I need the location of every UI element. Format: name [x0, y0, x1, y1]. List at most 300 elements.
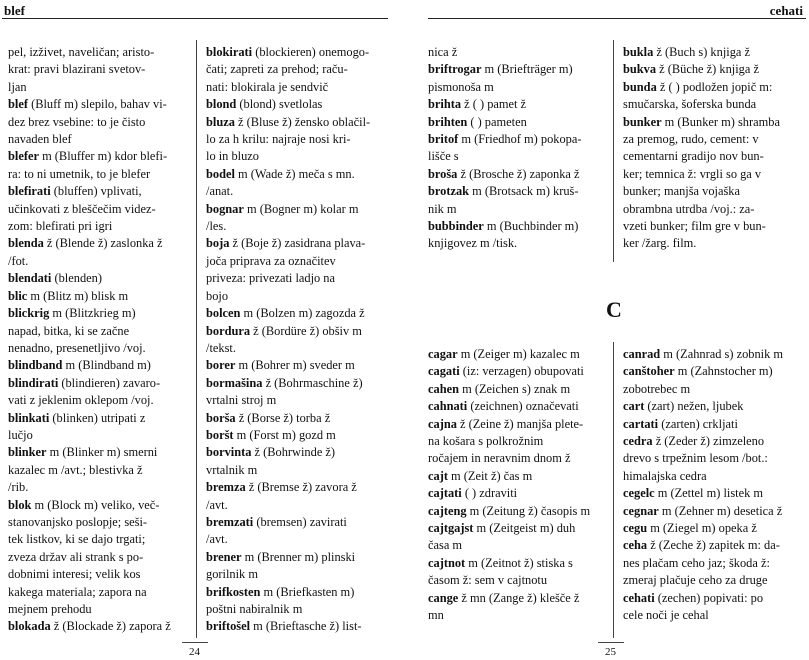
- column-divider-right-top: [613, 40, 614, 262]
- headword: blef: [8, 97, 28, 112]
- dictionary-entry: [428, 520, 610, 537]
- entry-continuation-line: [623, 572, 807, 589]
- entry-continuation-line: [623, 166, 807, 183]
- headword: brihten: [428, 114, 468, 129]
- definition-text: (zarten) crkljati: [658, 416, 738, 431]
- definition-text: ker /žarg. film.: [623, 236, 697, 251]
- dictionary-entry: [206, 114, 390, 131]
- entry-continuation-line: [8, 79, 192, 96]
- definition-text: pel, izživet, naveličan; aristo-: [8, 45, 155, 59]
- entry-continuation-line: [8, 566, 192, 583]
- definition-text: ( ) pameten: [467, 114, 527, 129]
- definition-text: m (Friedhof m) pokopa-: [458, 132, 582, 147]
- entry-continuation-line: [8, 601, 192, 618]
- entry-continuation-line: [206, 566, 390, 583]
- dictionary-entry: [623, 485, 807, 502]
- dictionary-entry: [206, 375, 390, 392]
- dictionary-entry: [206, 96, 390, 113]
- definition-text: lišče s: [428, 149, 459, 164]
- entry-continuation-line: [8, 44, 192, 61]
- definition-text: (blinken) utripati z: [49, 410, 146, 425]
- headword: cange: [428, 590, 459, 605]
- definition-text: m (Zeit ž) čas m: [447, 468, 533, 483]
- definition-text: ljan: [8, 79, 27, 94]
- entry-continuation-line: [8, 462, 192, 479]
- headword: cajtgajst: [428, 521, 474, 536]
- headword: blenda: [8, 236, 44, 251]
- headword: cart: [623, 399, 645, 414]
- dictionary-entry: [623, 398, 807, 415]
- definition-text: (Bluff m) slepilo, bahav vi-: [27, 97, 167, 112]
- dictionary-column-5: [428, 346, 610, 625]
- dictionary-entry: [428, 416, 610, 433]
- definition-text: nenadno, presenetljivo /voj.: [8, 340, 146, 355]
- headword: bukla: [623, 45, 654, 59]
- definition-text: ž (Büche ž) knjiga ž: [656, 62, 759, 77]
- headword: cedra: [623, 434, 653, 449]
- definition-text: mn: [428, 608, 444, 623]
- entry-continuation-line: [623, 555, 807, 572]
- dictionary-entry: [206, 44, 390, 61]
- dictionary-entry: [8, 148, 192, 165]
- definition-text: bunker; manjša vojaška: [623, 184, 740, 199]
- definition-text: (blindieren) zavaro-: [58, 375, 161, 390]
- header-rule-left: [2, 18, 388, 19]
- header-rule-right: [428, 18, 806, 19]
- definition-text: ž (Zeine ž) manjša plete-: [456, 416, 584, 431]
- headword: bukva: [623, 62, 657, 77]
- dictionary-entry: [623, 61, 807, 78]
- definition-text: m (Block m) veliko, več-: [31, 497, 160, 512]
- dictionary-entry: [428, 61, 610, 78]
- definition-text: (bluffen) vplivati,: [50, 184, 142, 199]
- dictionary-entry: [623, 537, 807, 554]
- definition-text: /tekst.: [206, 340, 236, 355]
- dictionary-entry: [206, 410, 390, 427]
- headword: blokada: [8, 619, 51, 634]
- dictionary-entry: [428, 183, 610, 200]
- definition-text: dez brez vsebine: to je čisto: [8, 114, 146, 129]
- headword: canrad: [623, 347, 661, 361]
- headword: britof: [428, 132, 459, 147]
- definition-text: ra: to ni umetnik, to je blefer: [8, 166, 151, 181]
- headword: cahen: [428, 381, 459, 396]
- definition-text: stanovanjsko poslopje; seši-: [8, 514, 148, 529]
- entry-continuation-line: [623, 183, 807, 200]
- headword: blindband: [8, 358, 63, 373]
- definition-text: m (Bolzen m) zagozda ž: [240, 306, 365, 321]
- definition-text: ž (Bremse ž) zavora ž: [245, 480, 357, 495]
- dictionary-column-6: [623, 346, 807, 625]
- entry-continuation-line: [8, 427, 192, 444]
- definition-text: na košara s polkrožnim: [428, 434, 544, 449]
- entry-continuation-line: [8, 61, 192, 78]
- definition-text: za premog, rudo, cement: v: [623, 132, 759, 147]
- dictionary-entry: [428, 114, 610, 131]
- entry-continuation-line: [206, 79, 390, 96]
- definition-text: vrtalnik m: [206, 462, 258, 477]
- dictionary-entry: [206, 618, 390, 635]
- definition-text: m (Buchbinder m): [483, 219, 579, 234]
- definition-text: napad, bitka, ki se začne: [8, 323, 130, 338]
- definition-text: m (Blindband m): [62, 358, 151, 373]
- dictionary-entry: [623, 44, 807, 61]
- definition-text: poštni nabiralnik m: [206, 602, 303, 616]
- definition-text: dobnimi interesi; velik kos: [8, 567, 141, 582]
- dictionary-entry: [8, 96, 192, 113]
- page-number-left: 24: [189, 646, 200, 658]
- definition-text: smučarska, šoferska bunda: [623, 97, 757, 112]
- entry-continuation-line: [206, 183, 390, 200]
- dictionary-entry: [8, 270, 192, 287]
- definition-text: krat: pravi blazirani svetov-: [8, 62, 146, 77]
- headword: blefirati: [8, 184, 51, 199]
- definition-text: m (Blinker m) smerni: [46, 445, 158, 460]
- headword: bormašina: [206, 375, 263, 390]
- definition-text: nati: blokirala je sendvič: [206, 79, 329, 94]
- dictionary-entry: [428, 590, 610, 607]
- definition-text: (blockieren) onemogo-: [252, 45, 370, 59]
- definition-text: m (Bohrer m) sveder m: [235, 358, 355, 373]
- headword: bunda: [623, 79, 657, 94]
- dictionary-entry: [623, 363, 807, 380]
- headword: bluza: [206, 114, 235, 129]
- entry-continuation-line: [8, 531, 192, 548]
- definition-text: časom ž: sem v cajtnotu: [428, 573, 548, 588]
- definition-text: ( ) zdraviti: [461, 486, 518, 501]
- definition-text: m (Bogner m) kolar m: [243, 201, 359, 216]
- definition-text: ž ( ) podložen jopič m:: [656, 79, 773, 94]
- definition-text: ročajem in neravnim dnom ž: [428, 451, 571, 466]
- entry-continuation-line: [206, 288, 390, 305]
- definition-text: cele noči je cehal: [623, 608, 709, 623]
- definition-text: nica ž: [428, 45, 458, 59]
- headword: bubbinder: [428, 219, 484, 234]
- entry-continuation-line: [428, 148, 610, 165]
- headword: bolcen: [206, 306, 241, 321]
- definition-text: ker; temnica ž: vrgli so ga v: [623, 166, 762, 181]
- definition-text: /rib.: [8, 480, 29, 495]
- dictionary-entry: [428, 218, 610, 235]
- dictionary-entry: [206, 357, 390, 374]
- dictionary-entry: [428, 398, 610, 415]
- definition-text: ž (Zeche ž) zapitek m: da-: [647, 538, 780, 553]
- definition-text: /les.: [206, 219, 227, 234]
- entry-continuation-line: [206, 497, 390, 514]
- headword: cahnati: [428, 399, 468, 414]
- definition-text: m (Brieftasche ž) list-: [250, 619, 362, 634]
- entry-continuation-line: [428, 79, 610, 96]
- entry-continuation-line: [623, 607, 807, 624]
- definition-text: m (Zeichen s) znak m: [458, 381, 571, 396]
- definition-text: vzeti bunker; film gre v bun-: [623, 219, 766, 234]
- definition-text: vrtalni stroj m: [206, 393, 277, 408]
- definition-text: lo za h krilu: najraje nosi kri-: [206, 132, 351, 147]
- running-header-left: blef: [4, 3, 25, 18]
- dictionary-entry: [206, 479, 390, 496]
- definition-text: ž (Bohrmaschine ž): [262, 375, 363, 390]
- dictionary-entry: [8, 444, 192, 461]
- definition-text: m (Brenner m) plinski: [241, 549, 356, 564]
- dictionary-entry: [206, 549, 390, 566]
- page-number-right: 25: [605, 646, 616, 658]
- entry-continuation-line: [206, 462, 390, 479]
- dictionary-entry: [206, 235, 390, 252]
- dictionary-entry: [206, 201, 390, 218]
- entry-continuation-line: [428, 44, 610, 61]
- headword: cagati: [428, 364, 460, 379]
- headword: cegelc: [623, 486, 655, 501]
- headword: blokirati: [206, 45, 253, 59]
- definition-text: ž ( ) pamet ž: [461, 97, 527, 112]
- entry-continuation-line: [8, 514, 192, 531]
- dictionary-entry: [206, 584, 390, 601]
- definition-text: ž (Blende ž) zaslonka ž: [43, 236, 163, 251]
- entry-continuation-line: [428, 235, 610, 252]
- definition-text: zom: blefirati pri igri: [8, 219, 113, 234]
- definition-text: (zart) nežen, ljubek: [644, 399, 744, 414]
- definition-text: gorilnik m: [206, 567, 258, 582]
- entry-continuation-line: [206, 148, 390, 165]
- definition-text: kazalec m /avt.; blestivka ž: [8, 462, 143, 477]
- definition-text: tek listkov, ki se dajo trgati;: [8, 532, 146, 547]
- definition-text: (bremsen) zavirati: [253, 514, 347, 529]
- entry-continuation-line: [8, 253, 192, 270]
- dictionary-entry: [8, 410, 192, 427]
- definition-text: m (Brotsack m) kruš-: [469, 184, 579, 199]
- definition-text: (iz: verzagen) obupovati: [459, 364, 584, 379]
- definition-text: vati z jeklenim oklepom /voj.: [8, 393, 154, 408]
- dictionary-entry: [8, 375, 192, 392]
- definition-text: drevo s trpežnim lesom /bot.:: [623, 451, 768, 466]
- headword: brener: [206, 549, 242, 564]
- headword: bordura: [206, 323, 251, 338]
- definition-text: (zechen) popivati: po: [654, 590, 764, 605]
- entry-continuation-line: [206, 131, 390, 148]
- headword: borer: [206, 358, 236, 373]
- entry-continuation-line: [206, 392, 390, 409]
- definition-text: ž (Boje ž) zasidrana plava-: [229, 236, 366, 251]
- dictionary-entry: [623, 114, 807, 131]
- entry-continuation-line: [428, 572, 610, 589]
- headword: boja: [206, 236, 230, 251]
- headword: brihta: [428, 97, 462, 112]
- entry-continuation-line: [428, 450, 610, 467]
- dictionary-entry: [428, 346, 610, 363]
- headword: blickrig: [8, 306, 50, 321]
- headword: cajtnot: [428, 555, 466, 570]
- dictionary-entry: [8, 288, 192, 305]
- definition-text: m (Briefkasten m): [260, 584, 355, 599]
- headword: bremza: [206, 480, 246, 495]
- entry-continuation-line: [206, 253, 390, 270]
- dictionary-column-1: [8, 44, 192, 636]
- definition-text: m (Zahnstocher m): [674, 364, 773, 379]
- headword: cajtati: [428, 486, 462, 501]
- entry-continuation-line: [8, 340, 192, 357]
- column-divider-right-bottom: [613, 342, 614, 638]
- page-number-rule-left: [182, 642, 208, 643]
- definition-text: ž (Bordüre ž) obšiv m: [250, 323, 362, 338]
- headword: blic: [8, 288, 28, 303]
- entry-continuation-line: [428, 201, 610, 218]
- headword: cagar: [428, 347, 458, 361]
- dictionary-entry: [206, 323, 390, 340]
- dictionary-entry: [428, 381, 610, 398]
- dictionary-entry: [428, 468, 610, 485]
- definition-text: (zeichnen) označevati: [467, 399, 579, 414]
- dictionary-entry: [8, 183, 192, 200]
- definition-text: pismonoša m: [428, 79, 494, 94]
- definition-text: nik m: [428, 201, 457, 216]
- dictionary-entry: [623, 346, 807, 363]
- headword: cehati: [623, 590, 655, 605]
- entry-continuation-line: [623, 468, 807, 485]
- definition-text: bojo: [206, 288, 229, 303]
- entry-continuation-line: [8, 323, 192, 340]
- definition-text: ž mn (Zange ž) klešče ž: [458, 590, 580, 605]
- entry-continuation-line: [8, 131, 192, 148]
- running-header-right: cehati: [769, 3, 803, 18]
- headword: blindirati: [8, 375, 59, 390]
- dictionary-entry: [428, 485, 610, 502]
- definition-text: m (Ziegel m) opeka ž: [647, 521, 757, 536]
- page-number-rule-right: [598, 642, 624, 643]
- headword: bremzati: [206, 514, 254, 529]
- dictionary-entry: [428, 363, 610, 380]
- headword: bognar: [206, 201, 244, 216]
- definition-text: ž (Zeder ž) zimzeleno: [652, 434, 765, 449]
- entry-continuation-line: [428, 607, 610, 624]
- headword: bunker: [623, 114, 662, 129]
- definition-text: ž (Buch s) knjiga ž: [653, 45, 750, 59]
- entry-continuation-line: [428, 537, 610, 554]
- dictionary-entry: [623, 520, 807, 537]
- headword: blinkati: [8, 410, 50, 425]
- entry-continuation-line: [428, 433, 610, 450]
- entry-continuation-line: [8, 201, 192, 218]
- headword: broša: [428, 166, 458, 181]
- dictionary-entry: [206, 514, 390, 531]
- definition-text: himalajska cedra: [623, 468, 707, 483]
- headword: cartati: [623, 416, 659, 431]
- definition-text: m (Blitz m) blisk m: [27, 288, 129, 303]
- headword: blond: [206, 97, 237, 112]
- dictionary-entry: [623, 79, 807, 96]
- dictionary-entry: [8, 235, 192, 252]
- definition-text: m (Wade ž) meča s mn.: [234, 166, 355, 181]
- definition-text: (blenden): [51, 271, 102, 286]
- entry-continuation-line: [8, 479, 192, 496]
- definition-text: /anat.: [206, 184, 234, 199]
- headword: blok: [8, 497, 32, 512]
- definition-text: ž (Blockade ž) zapora ž: [50, 619, 171, 634]
- definition-text: ž (Bohrwinde ž): [251, 445, 336, 460]
- dictionary-entry: [623, 433, 807, 450]
- entry-continuation-line: [8, 392, 192, 409]
- dictionary-entry: [428, 555, 610, 572]
- definition-text: m (Zettel m) listek m: [654, 486, 764, 501]
- dictionary-entry: [206, 166, 390, 183]
- headword: cajteng: [428, 503, 467, 518]
- headword: bodel: [206, 166, 235, 181]
- dictionary-entry: [623, 590, 807, 607]
- dictionary-entry: [206, 427, 390, 444]
- definition-text: zveza držav ali strank s po-: [8, 549, 144, 564]
- dictionary-column-2: [206, 44, 390, 636]
- definition-text: m (Forst m) gozd m: [233, 427, 336, 442]
- dictionary-entry: [428, 503, 610, 520]
- headword: borvinta: [206, 445, 252, 460]
- headword: ceha: [623, 538, 648, 553]
- definition-text: mejnem prehodu: [8, 602, 92, 616]
- dictionary-entry: [428, 166, 610, 183]
- headword: cajna: [428, 416, 457, 431]
- definition-text: priveza: privezati ladjo na: [206, 271, 336, 286]
- headword: canštoher: [623, 364, 675, 379]
- definition-text: obrambna utrdba /voj.: za-: [623, 201, 755, 216]
- definition-text: zobotrebec m: [623, 381, 691, 396]
- definition-text: m (Zeitung ž) časopis m: [466, 503, 591, 518]
- entry-continuation-line: [623, 218, 807, 235]
- definition-text: m (Zehner m) desetica ž: [658, 503, 783, 518]
- entry-continuation-line: [8, 166, 192, 183]
- definition-text: /fot.: [8, 253, 29, 268]
- definition-text: ž (Borse ž) torba ž: [235, 410, 331, 425]
- definition-text: učinkovati z bleščečim videz-: [8, 201, 156, 216]
- definition-text: m (Bunker m) shramba: [661, 114, 780, 129]
- definition-text: m (Zeitgeist m) duh: [473, 521, 576, 536]
- definition-text: m (Zeiger m) kazalec m: [457, 347, 580, 361]
- headword: briftošel: [206, 619, 251, 634]
- definition-text: m (Bluffer m) kdor blefi-: [38, 149, 168, 164]
- headword: boršt: [206, 427, 234, 442]
- entry-continuation-line: [206, 601, 390, 618]
- headword: brifkosten: [206, 584, 261, 599]
- dictionary-entry: [428, 131, 610, 148]
- entry-continuation-line: [206, 61, 390, 78]
- entry-continuation-line: [8, 218, 192, 235]
- definition-text: m (Briefträger m): [481, 62, 573, 77]
- definition-text: zmeraj plačuje ceho za druge: [623, 573, 768, 588]
- entry-continuation-line: [206, 218, 390, 235]
- entry-continuation-line: [8, 114, 192, 131]
- entry-continuation-line: [206, 531, 390, 548]
- definition-text: joča priprava za označitev: [206, 253, 336, 268]
- entry-continuation-line: [206, 340, 390, 357]
- dictionary-entry: [206, 444, 390, 461]
- definition-text: časa m: [428, 538, 463, 553]
- definition-text: /avt.: [206, 532, 228, 547]
- definition-text: m (Blitzkrieg m): [49, 306, 136, 321]
- dictionary-column-4: [623, 44, 807, 253]
- definition-text: m (Zahnrad s) zobnik m: [660, 347, 784, 361]
- definition-text: knjigovez m /tisk.: [428, 236, 518, 251]
- dictionary-entry: [428, 96, 610, 113]
- entry-continuation-line: [623, 450, 807, 467]
- headword: cegnar: [623, 503, 659, 518]
- definition-text: ž (Brosche ž) zaponka ž: [457, 166, 580, 181]
- headword: blinker: [8, 445, 47, 460]
- entry-continuation-line: [623, 235, 807, 252]
- definition-text: čati; zapreti za prehod; raču-: [206, 62, 348, 77]
- dictionary-entry: [8, 357, 192, 374]
- headword: blendati: [8, 271, 52, 286]
- entry-continuation-line: [623, 131, 807, 148]
- definition-text: navaden blef: [8, 132, 72, 147]
- definition-text: m (Zeitnot ž) stiska s: [465, 555, 573, 570]
- dictionary-entry: [8, 497, 192, 514]
